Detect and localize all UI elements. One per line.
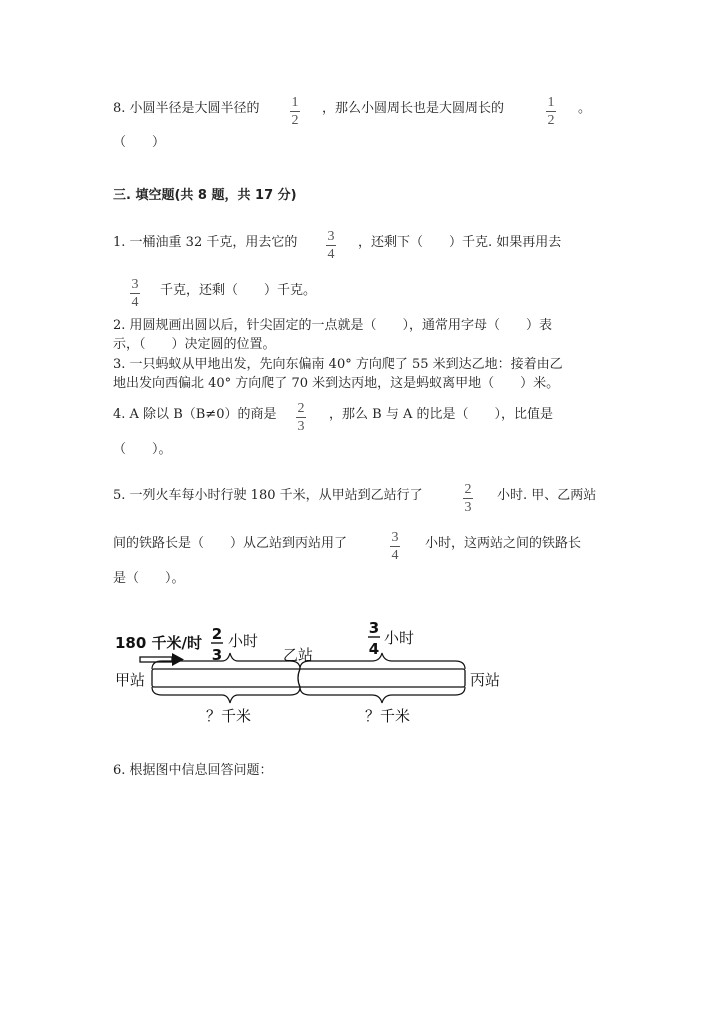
q5-text-1: 5. 一列火车每小时行驶 180 千米，从甲站到乙站行了 [113,488,423,503]
q3-line-2: 地出发向西偏北 40° 方向爬了 70 米到达丙地，这是蚂蚁离甲地（ ）米。 [113,376,560,391]
train-line-diagram [0,615,720,765]
q5-fraction-2 [390,530,400,563]
q4-answer-paren: （ ）。 [113,442,172,457]
q4-fraction [296,401,306,434]
numerator: 3 [391,530,399,545]
lower-braces [152,687,465,703]
time-1-unit: 小时 [228,632,259,650]
numerator: 3 [131,277,139,292]
numerator: 1 [547,95,555,110]
time-fraction-1 [211,625,258,664]
q8-answer-paren: （ ） [113,135,166,150]
distance-question-1: ？千米 [206,707,252,725]
numerator: 3 [327,229,335,244]
q4-text-1: 4. A 除以 B（B≠0）的商是 [113,407,277,422]
station-c-label: 丙站 [470,671,501,689]
q1-text-2: ，还剩下（ ）千克. 如果再用去 [358,235,562,250]
numerator: 2 [464,482,472,497]
time-1-numerator: 2 [211,625,223,643]
q8-text-1: 8. 小圆半径是大圆半径的 [113,101,260,116]
station-b-label: 乙站 [283,646,314,664]
denominator: 3 [464,500,472,515]
time-2-denominator: 4 [368,640,380,658]
q2-line-1: 2. 用圆规画出圆以后，针尖固定的一点就是（ ），通常用字母（ ）表 [113,318,553,333]
q5-fraction-1 [463,482,473,515]
numerator: 1 [291,95,299,110]
denominator: 2 [291,113,299,128]
q2-line-2: 示，（ ）决定圆的位置。 [113,337,276,352]
distance-question-2: ？千米 [365,707,411,725]
time-1-denominator: 3 [211,646,223,664]
denominator: 4 [391,548,399,563]
track [152,669,465,687]
q8-fraction-2 [546,95,556,128]
q8-fraction-1 [290,95,300,128]
q6-text: 6. 根据图中信息回答问题： [113,763,273,778]
denominator: 2 [547,113,555,128]
q5-text-5: 是（ ）。 [113,571,185,586]
q1-text-1: 1. 一桶油重 32 千克，用去它的 [113,235,298,250]
time-fraction-2 [368,619,414,658]
q3-line-1: 3. 一只蚂蚁从甲地出发，先向东偏南 40° 方向爬了 55 米到达乙地：接着由乙 [113,357,563,372]
station-a-label: 甲站 [115,671,146,689]
q8-text-3: 。 [578,101,592,116]
time-2-numerator: 3 [368,619,380,637]
numerator: 2 [297,401,305,416]
time-2-unit: 小时 [384,629,415,647]
denominator: 4 [327,247,335,262]
denominator: 3 [297,419,305,434]
q5-text-3: 间的铁路长是（ ）从乙站到丙站用了 [113,536,348,551]
direction-arrow [140,653,184,666]
q1-text-3: 千克，还剩（ ）千克。 [160,283,317,298]
q1-fraction-1 [326,229,336,262]
speed-label: 180 千米/时 [115,634,203,652]
q5-text-4: 小时，这两站之间的铁路长 [425,536,582,551]
q1-fraction-2 [130,277,140,310]
q5-text-2: 小时. 甲、乙两站 [497,488,597,503]
section-title: 三. 填空题(共 8 题，共 17 分) [113,188,297,203]
q4-text-2: ，那么 B 与 A 的比是（ ），比值是 [329,407,553,422]
denominator: 4 [131,295,139,310]
q8-text-2: ，那么小圆周长也是大圆周长的 [322,101,505,116]
